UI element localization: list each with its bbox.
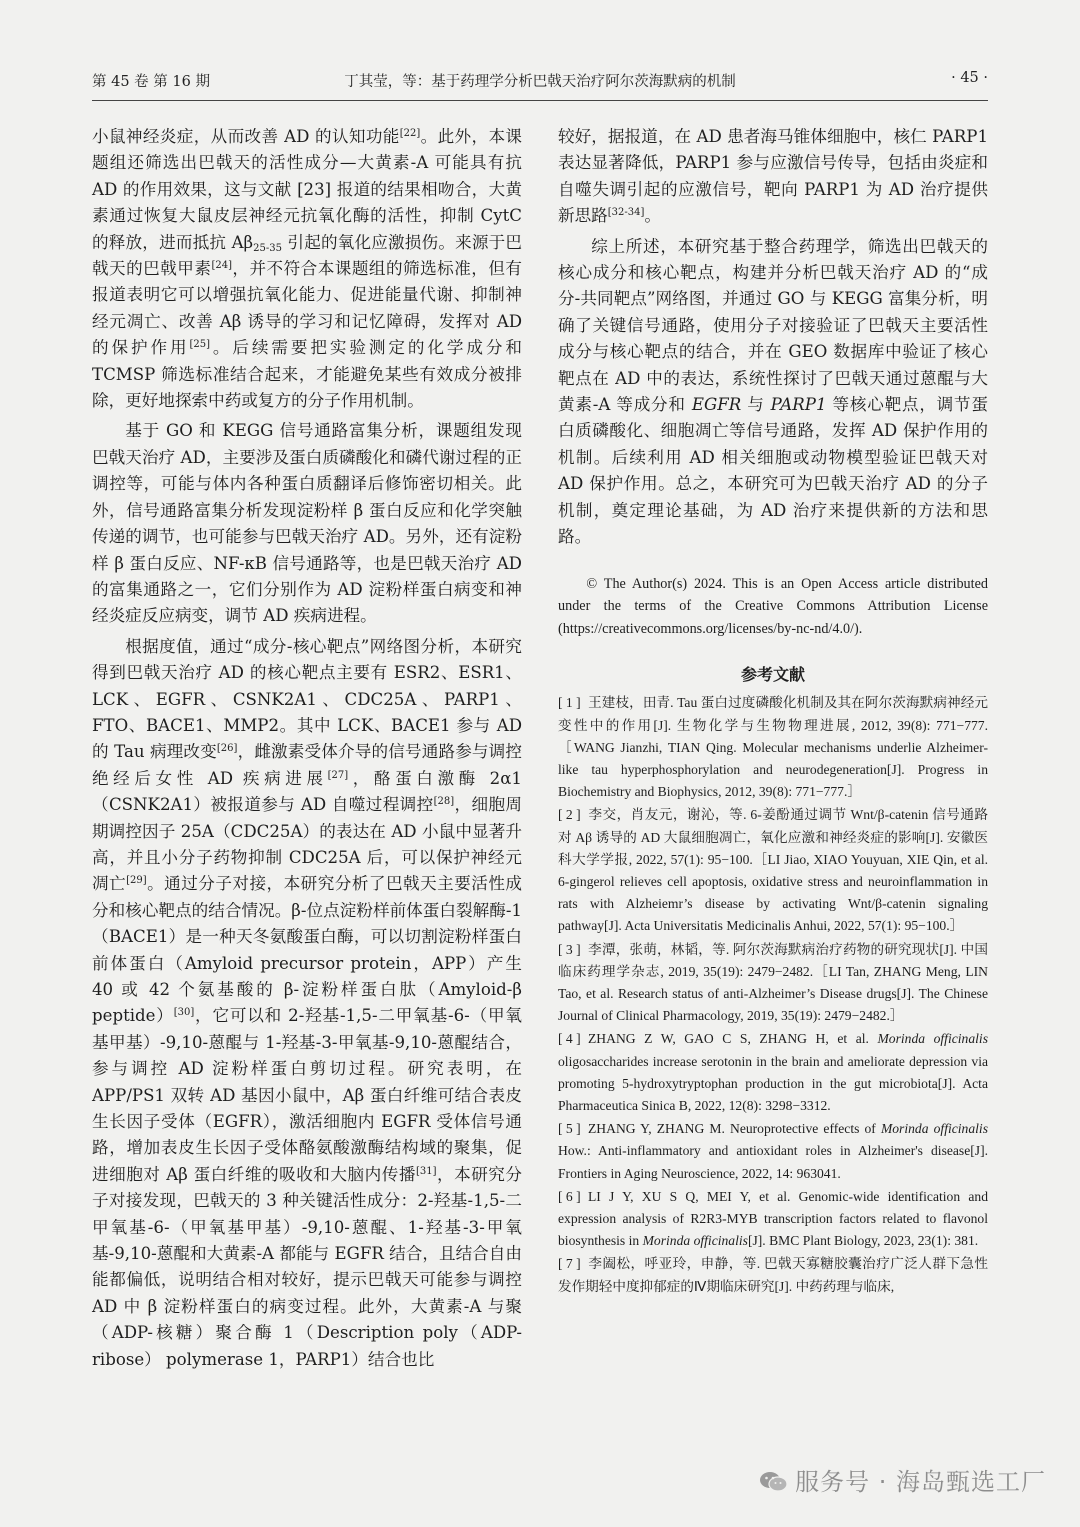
reference-item [558, 1118, 988, 1185]
citation: [32-34] [607, 207, 645, 219]
reference-text: 李潭，张萌，林韬，等. 阿尔茨海默病治疗药物的研究现状[J]. 中国临床药理学杂志, 2019, 35(19): 2479−2482.［LI Tan, ZHANG Meng, LIN Tao, et al. Research status of anti-Alzheimer’s Disease drugs[J]. The Chinese Journal of Clinical Pharmacology, 2019, 35(19): 2479−2482.］ [558, 941, 988, 1024]
wechat-icon [759, 1470, 789, 1494]
watermark-text: 服务号 · 海岛甄选工厂 [795, 1468, 1046, 1496]
reference-number: [ 4 ] [558, 1031, 581, 1047]
reference-number: [ 7 ] [558, 1256, 581, 1272]
text: 。此外，本课题组还筛选出巴戟天的活性成分—大黄素-A 可能具有抗 AD 的作用效果，这与文献 [23] 报道的结果相吻合，大黄素通过恢复大鼠皮层神经元抗氧化酶的活性，抑制 CytC 的释放，进而抵抗 Aβ [92, 127, 522, 252]
text: ，雌激素受体介导的信号通路参与调控绝经后女性 AD 疾病进展 [92, 742, 522, 788]
running-title: 丁其莹，等：基于药理学分析巴戟天治疗阿尔茨海默病的机制 [344, 74, 736, 90]
running-header [92, 70, 988, 96]
header-rule [92, 100, 988, 101]
text: 。通过分子对接，本研究分析了巴戟天主要活性成分和核心靶点的结合情况。β-位点淀粉样前体蛋白裂解酶-1（BACE1）是一种天冬氨酸蛋白酶，可以切割淀粉样蛋白前体蛋白（Amyloid precursor protein，APP）产生 40 或 42 个氨基酸的 β-淀粉样蛋白肽（Amyloid-β peptide） [92, 874, 523, 1026]
reference-text: How.: Anti-inflammatory and antioxidant roles in Alzheimer's disease[J]. Frontiers in Aging Neuroscience, 2022, 14: 963041. [558, 1143, 988, 1181]
paragraph-3 [92, 634, 522, 1373]
citation: [22] [399, 128, 421, 139]
species-name: Morinda officinalis [877, 1031, 988, 1047]
page-number: · 45 · [951, 70, 988, 86]
citation: [24] [211, 260, 232, 272]
text: 小鼠神经炎症，从而改善 AD 的认知功能 [92, 127, 400, 146]
text: ，它可以和 2-羟基-1,5-二甲氧基-6-（甲氧基甲基）-9,10-蒽醌与 1-羟基-3-甲氧基-9,10-蒽醌结合，参与调控 AD 淀粉样蛋白剪切过程。研究表明，在 APP/PS1 双转 AD 基因小鼠中，Aβ 蛋白纤维可结合表皮生长因子受体（EGFR），激活细胞内 EGFR 受体信号通路，增加表皮生长因子受体酪氨酸激酶结构域的聚集，促进细胞对 Aβ 蛋白纤维的吸收和大脑内传播 [92, 1006, 522, 1184]
right-column [558, 124, 988, 1299]
reference-text: LI J Y, XU S Q, MEI Y, et al. Genomic-wide identification and expression analysis of R2R3-MYB transcription factors related to flavonol biosynthesis in [558, 1188, 988, 1249]
reference-text: oligosaccharides increase serotonin in the brain and ameliorate depression via promoting 5-hydroxytryptophan production in the gut microbiota[J]. Acta Pharmaceutica Sinica B, 2022, 12(8): 3298−3312. [558, 1053, 988, 1114]
reference-item [558, 1186, 988, 1253]
conclusion-paragraph [558, 234, 988, 551]
citation: [26] [216, 743, 238, 755]
paragraph-2: 基于 GO 和 KEGG 信号通路富集分析，课题组发现巴戟天治疗 AD，主要涉及蛋白质磷酸化和磷代谢过程的正调控等，可能与体内各种蛋白质翻译后修饰密切相关。此外，信号通路富集分析发现淀粉样 β 蛋白反应和化学突触传递的调节，也可能参与巴戟天治疗 AD。另外，还有淀粉样 β 蛋白反应、NF-κB 信号通路等，也是巴戟天治疗 AD 的富集通路之一，它们分别作为 AD 淀粉样蛋白病变和神经炎症反应病变，调节 AD 疾病进程。 [92, 421, 522, 626]
gene-name: PARP1 [770, 395, 827, 415]
paragraph-continued [558, 124, 988, 230]
text: 引起的氧化应激损伤。来源于巴戟天的巴戟甲素 [92, 232, 522, 279]
text: ，细胞周期调控因子 25A（CDC25A）的表达在 AD 小鼠中显著升高，并且小分子药物抑制 CDC25A 后，可以保护神经元凋亡 [92, 795, 523, 894]
reference-number: [ 6 ] [558, 1188, 581, 1204]
reference-number: [ 3 ] [558, 941, 581, 957]
reference-number: [ 2 ] [558, 807, 581, 823]
citation: [31] [415, 1165, 437, 1177]
text: 。 [644, 206, 662, 226]
reference-text: ZHANG Z W, GAO C S, ZHANG H, et al. [588, 1031, 878, 1047]
watermark [759, 1462, 1046, 1497]
reference-text: 王建枝，田青. Tau 蛋白过度磷酸化机制及其在阿尔茨海默病神经元变性中的作用[J]. 生物化学与生物物理进展, 2012, 39(8): 771−777.［WANG Jianzhi, TIAN Qing. Molecular mechanisms underlie Alzheimer-like tau hyperphosphorylation and neurodegeneration[J]. Progress in Biochemistry and Biophysics, 2012, 39(8): 771−777.］ [558, 695, 988, 800]
citation: [28] [433, 796, 455, 808]
references-heading: 参考文献 [740, 665, 805, 684]
text: ，本研究分子对接发现，巴戟天的 3 种关键活性成分：2-羟基-1,5-二甲氧基-6-（甲氧基甲基）-9,10-蒽醌、1-羟基-3-甲氧基-9,10-蒽醌和大黄素-A 都能与 EGFR 结合，且结合自由能都偏低，说明结合相对较好，提示巴戟天可能参与调控 AD 中 β 淀粉样蛋白的病变过程。此外，大黄素-A 与聚（ADP-核糖）聚合酶 1（Description poly（ADP-ribose） polymerase 1，PARP1）结合也比 [92, 1164, 522, 1369]
text: 。后续需要把实验测定的化学成分和 TCMSP 筛选标准结合起来，才能避免某些有效成分被排除，更好地探索中药或复方的分子作用机制。 [92, 338, 523, 411]
reference-text: ZHANG Y, ZHANG M. Neuroprotective effects of [588, 1121, 881, 1137]
paragraph-1 [92, 124, 522, 414]
text: ，并不符合本课题组的筛选标准，但有报道表明它可以增强抗氧化能力、促进能量代谢、抑制神经元凋亡、改善 Aβ 诱导的学习和记忆障碍，发挥对 AD 的保护作用 [92, 259, 523, 358]
reference-list [558, 692, 988, 1297]
reference-item [558, 692, 988, 803]
reference-item [558, 804, 988, 937]
species-name: Morinda officinalis [880, 1121, 988, 1137]
text: 与 [741, 395, 771, 415]
text: ，酪蛋白激酶 2α1（CSNK2A1）被报道参与 AD 自噬过程调控 [92, 768, 522, 815]
reference-number: [ 5 ] [558, 1121, 581, 1137]
reference-item [558, 1028, 988, 1117]
citation: [27] [327, 769, 349, 781]
reference-text: 李阖松，呼亚玲，申静，等. 巴戟天寡糖胶囊治疗广泛人群下急性发作期轻中度抑郁症的Ⅳ期临床研究[J]. 中药药理与临床, [558, 1256, 988, 1294]
reference-item [558, 939, 988, 1028]
citation: [30] [173, 1007, 195, 1019]
text: 综上所述，本研究基于整合药理学，筛选出巴戟天的核心成分和核心靶点，构建并分析巴戟天治疗 AD 的“成分-共同靶点”网络图，并通过 GO 与 KEGG 富集分析，明确了关键信号通路，使用分子对接验证了巴戟天主要活性成分与核心靶点的结合，并在 GEO 数据库中验证了核心靶点在 AD 中的表达，系统性探讨了巴戟天通过蒽醌与大黄素-A 等成分和 [558, 236, 988, 415]
subscript: 25-35 [253, 242, 282, 254]
species-name: Morinda officinalis [642, 1233, 748, 1249]
gene-name: EGFR [691, 395, 742, 415]
reference-text: [J]. BMC Plant Biology, 2023, 23(1): 381. [747, 1233, 979, 1249]
reference-text: 李交，肖友元，谢沁，等. 6-姜酚通过调节 Wnt/β-catenin 信号通路对 Aβ 诱导的 AD 大鼠细胞凋亡，氧化应激和神经炎症的影响[J]. 安徽医科大学学报, 2022, 57(1): 95−100.［LI Jiao, XIAO Youyuan, XIE Qin, et al. 6-gingerol relieves cell apoptosis, oxidative stress and neuroinflammation in rats with Alzheiemr’s disease by activating Wnt/β-catenin signaling pathway[J]. Acta Universitatis Medicinalis Anhui, 2022, 57(1): 95−100.］ [558, 807, 988, 934]
text: 等核心靶点，调节蛋白质磷酸化、细胞凋亡等信号通路，发挥 AD 保护作用的机制。后续利用 AD 相关细胞或动物模型验证巴戟天对 AD 保护作用。总之，本研究可为巴戟天治疗 AD 的分子机制，奠定理论基础，为 AD 治疗来提供新的方法和思路。 [558, 395, 988, 547]
text: 根据度值，通过“成分-核心靶点”网络图分析，本研究得到巴戟天治疗 AD 的核心靶点主要有 ESR2、ESR1、LCK、EGFR、CSNK2A1、CDC25A、PARP1、FTO、BACE1、MMP2。其中 LCK、BACE1 参与 AD 的 Tau 病理改变 [92, 636, 522, 762]
volume-issue: 第 45 卷 第 16 期 [92, 74, 210, 90]
citation: [29] [126, 875, 147, 887]
reference-item [558, 1253, 988, 1297]
reference-number: [ 1 ] [558, 695, 581, 711]
left-column [92, 124, 522, 1373]
citation: [25] [189, 339, 211, 351]
text: 较好，据报道，在 AD 患者海马锥体细胞中，核仁 PARP1 表达显著降低，PARP1 参与应激信号传导，包括由炎症和自噬失调引起的应激信号，靶向 PARP1 为 AD 治疗提供新思路 [558, 127, 988, 226]
license-notice: © The Author(s) 2024. This is an Open Access article distributed under the terms of the Creative Commons Attribution License (https://creativecommons.org/licenses/by-nc-nd/4.0/). [558, 575, 988, 637]
